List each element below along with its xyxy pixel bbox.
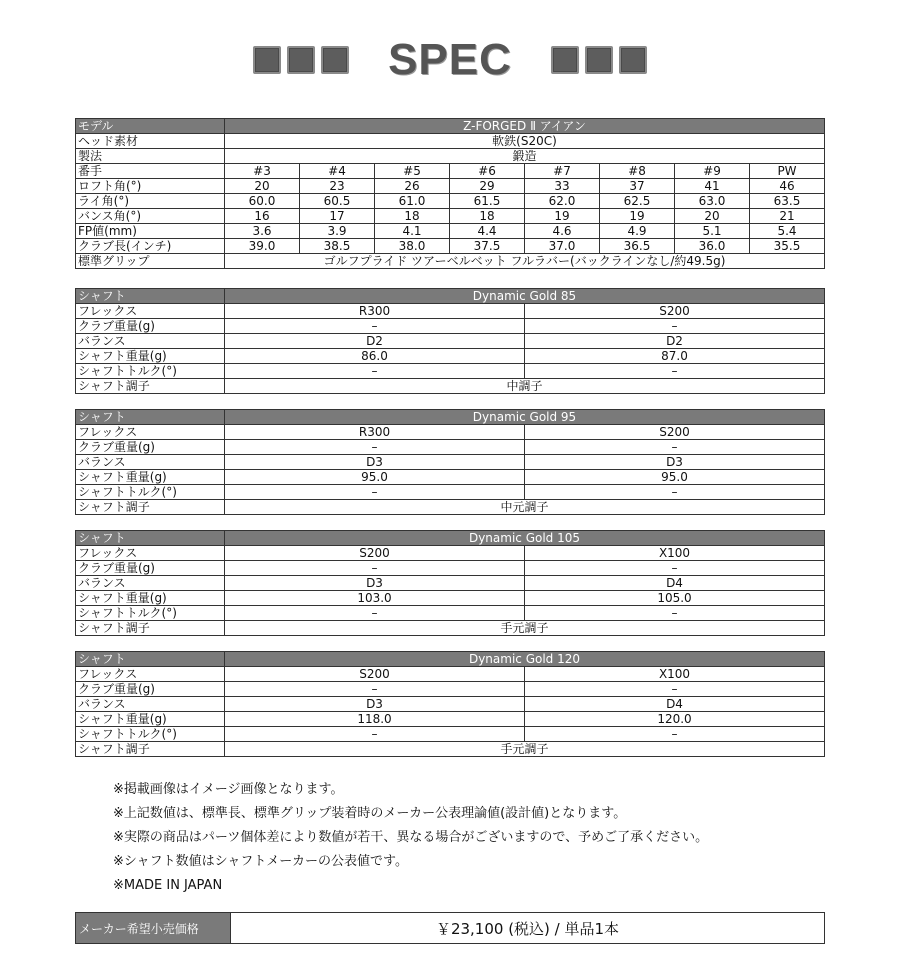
spec-cell: 38.5 xyxy=(300,239,375,254)
shaft-label: シャフト xyxy=(76,531,225,546)
spec-cell: 37.0 xyxy=(525,239,600,254)
row-label: バランス xyxy=(76,455,225,470)
spec-cell: 17 xyxy=(300,209,375,224)
table-row xyxy=(76,667,825,682)
spec-cell: X100 xyxy=(525,546,825,561)
row-label: フレックス xyxy=(76,425,225,440)
spec-cell: 62.0 xyxy=(525,194,600,209)
material-value: 軟鉄(S20C) xyxy=(225,134,825,149)
shaft-name: Dynamic Gold 85 xyxy=(225,289,825,304)
price-label: メーカー希望小売価格 xyxy=(76,913,231,944)
method-value: 鍛造 xyxy=(225,149,825,164)
spec-cell: 3.6 xyxy=(225,224,300,239)
grip-label: 標準グリップ xyxy=(76,254,225,269)
spec-cell: D4 xyxy=(525,697,825,712)
spec-cell: 61.5 xyxy=(450,194,525,209)
notes xyxy=(113,778,708,898)
spec-cell: 118.0 xyxy=(225,712,525,727)
shaft-label: シャフト xyxy=(76,289,225,304)
table-row xyxy=(76,621,825,636)
table-row xyxy=(76,149,825,164)
note-line: ※実際の商品はパーツ個体差により数値が若干、異なる場合がございますので、予めご了承ください。 xyxy=(113,830,709,845)
model-value: Z-FORGED Ⅱ アイアン xyxy=(225,119,825,134)
shaft-name: Dynamic Gold 120 xyxy=(225,652,825,667)
table-row xyxy=(76,531,825,546)
spec-cell: 41 xyxy=(675,179,750,194)
row-label: フレックス xyxy=(76,304,225,319)
table-row xyxy=(76,913,825,944)
spec-cell: – xyxy=(525,440,825,455)
table-row xyxy=(76,742,825,757)
decor-square-icon xyxy=(551,46,579,74)
row-label: バランス xyxy=(76,334,225,349)
table-row xyxy=(76,576,825,591)
spec-cell: 39.0 xyxy=(225,239,300,254)
spec-cell: – xyxy=(225,606,525,621)
spec-cell: 120.0 xyxy=(525,712,825,727)
spec-cell: X100 xyxy=(525,667,825,682)
number-cell: #8 xyxy=(600,164,675,179)
kick-value: 手元調子 xyxy=(225,621,825,636)
spec-cell: 37.5 xyxy=(450,239,525,254)
spec-title xyxy=(0,30,900,90)
spec-cell: 61.0 xyxy=(375,194,450,209)
row-label: クラブ重量(g) xyxy=(76,561,225,576)
row-label: フレックス xyxy=(76,546,225,561)
table-row xyxy=(76,334,825,349)
table-row xyxy=(76,119,825,134)
spec-cell: – xyxy=(225,440,525,455)
spec-cell: R300 xyxy=(225,304,525,319)
spec-cell: 5.4 xyxy=(750,224,825,239)
spec-cell: S200 xyxy=(225,546,525,561)
spec-cell: – xyxy=(225,364,525,379)
table-row xyxy=(76,164,825,179)
table-row xyxy=(76,546,825,561)
decor-square-icon xyxy=(287,46,315,74)
spec-cell: – xyxy=(525,485,825,500)
table-row xyxy=(76,591,825,606)
spec-cell: 60.0 xyxy=(225,194,300,209)
table-row xyxy=(76,304,825,319)
note-line: ※シャフト数値はシャフトメーカーの公表値です。 xyxy=(113,854,408,869)
table-row xyxy=(76,440,825,455)
spec-cell: 18 xyxy=(375,209,450,224)
model-label: モデル xyxy=(76,119,225,134)
row-label: クラブ重量(g) xyxy=(76,682,225,697)
spec-cell: 60.5 xyxy=(300,194,375,209)
spec-cell: S200 xyxy=(225,667,525,682)
spec-cell: 33 xyxy=(525,179,600,194)
spec-cell: – xyxy=(525,727,825,742)
number-label: 番手 xyxy=(76,164,225,179)
spec-cell: D3 xyxy=(525,455,825,470)
spec-cell: – xyxy=(225,682,525,697)
price-value: ￥23,100 (税込) / 単品1本 xyxy=(231,913,825,944)
spec-cell: 63.5 xyxy=(750,194,825,209)
spec-cell: – xyxy=(525,682,825,697)
table-row xyxy=(76,179,825,194)
decor-square-icon xyxy=(321,46,349,74)
row-label: フレックス xyxy=(76,667,225,682)
number-cell: PW xyxy=(750,164,825,179)
spec-cell: S200 xyxy=(525,304,825,319)
table-row xyxy=(76,209,825,224)
shaft-name: Dynamic Gold 95 xyxy=(225,410,825,425)
spec-cell: – xyxy=(525,606,825,621)
number-cell: #5 xyxy=(375,164,450,179)
row-label: クラブ重量(g) xyxy=(76,319,225,334)
number-cell: #7 xyxy=(525,164,600,179)
table-row xyxy=(76,289,825,304)
spec-cell: – xyxy=(225,727,525,742)
spec-cell: D4 xyxy=(525,576,825,591)
table-row xyxy=(76,561,825,576)
spec-cell: 5.1 xyxy=(675,224,750,239)
spec-cell: 36.0 xyxy=(675,239,750,254)
spec-cell: 19 xyxy=(600,209,675,224)
spec-cell: – xyxy=(525,319,825,334)
spec-cell: 95.0 xyxy=(525,470,825,485)
note-line: ※MADE IN JAPAN xyxy=(113,878,223,893)
spec-cell: 86.0 xyxy=(225,349,525,364)
spec-cell: D3 xyxy=(225,697,525,712)
row-label: バランス xyxy=(76,697,225,712)
spec-cell: 20 xyxy=(225,179,300,194)
table-row xyxy=(76,319,825,334)
row-label: ライ角(°) xyxy=(76,194,225,209)
spec-cell: 62.5 xyxy=(600,194,675,209)
note-line: ※掲載画像はイメージ画像となります。 xyxy=(113,782,344,797)
spec-cell: 35.5 xyxy=(750,239,825,254)
row-label: シャフト調子 xyxy=(76,500,225,515)
table-row xyxy=(76,697,825,712)
row-label: ロフト角(°) xyxy=(76,179,225,194)
table-row xyxy=(76,224,825,239)
spec-cell: 4.9 xyxy=(600,224,675,239)
number-cell: #3 xyxy=(225,164,300,179)
row-label: クラブ長(インチ) xyxy=(76,239,225,254)
spec-cell: 19 xyxy=(525,209,600,224)
row-label: バンス角(°) xyxy=(76,209,225,224)
kick-value: 中調子 xyxy=(225,379,825,394)
spec-cell: 38.0 xyxy=(375,239,450,254)
spec-cell: 29 xyxy=(450,179,525,194)
table-row xyxy=(76,470,825,485)
spec-cell: – xyxy=(525,561,825,576)
decor-square-icon xyxy=(585,46,613,74)
spec-cell: 23 xyxy=(300,179,375,194)
row-label: FP値(mm) xyxy=(76,224,225,239)
shaft-name: Dynamic Gold 105 xyxy=(225,531,825,546)
table-row xyxy=(76,134,825,149)
shaft-table-dg120 xyxy=(75,651,825,757)
spec-cell: 95.0 xyxy=(225,470,525,485)
table-row xyxy=(76,254,825,269)
table-row xyxy=(76,194,825,209)
kick-value: 中元調子 xyxy=(225,500,825,515)
spec-cell: – xyxy=(225,319,525,334)
kick-value: 手元調子 xyxy=(225,742,825,757)
row-label: シャフトトルク(°) xyxy=(76,485,225,500)
row-label: シャフトトルク(°) xyxy=(76,606,225,621)
row-label: シャフト重量(g) xyxy=(76,591,225,606)
spec-cell: D2 xyxy=(225,334,525,349)
row-label: シャフトトルク(°) xyxy=(76,364,225,379)
head-spec-table xyxy=(75,118,825,269)
spec-cell: R300 xyxy=(225,425,525,440)
table-row xyxy=(76,652,825,667)
row-label: シャフト調子 xyxy=(76,379,225,394)
table-row xyxy=(76,485,825,500)
table-row xyxy=(76,349,825,364)
spec-cell: 63.0 xyxy=(675,194,750,209)
spec-cell: D3 xyxy=(225,576,525,591)
spec-cell: S200 xyxy=(525,425,825,440)
number-cell: #9 xyxy=(675,164,750,179)
row-label: バランス xyxy=(76,576,225,591)
spec-cell: 16 xyxy=(225,209,300,224)
spec-cell: – xyxy=(525,364,825,379)
table-row xyxy=(76,500,825,515)
decor-square-icon xyxy=(253,46,281,74)
number-cell: #6 xyxy=(450,164,525,179)
number-cell: #4 xyxy=(300,164,375,179)
spec-cell: 4.6 xyxy=(525,224,600,239)
spec-cell: – xyxy=(225,485,525,500)
table-row xyxy=(76,379,825,394)
spec-cell: – xyxy=(225,561,525,576)
spec-cell: 26 xyxy=(375,179,450,194)
page-title: SPEC xyxy=(388,35,512,84)
table-row xyxy=(76,239,825,254)
spec-cell: 87.0 xyxy=(525,349,825,364)
row-label: クラブ重量(g) xyxy=(76,440,225,455)
grip-value: ゴルフプライド ツアーベルベット フルラバー(バックラインなし/約49.5g) xyxy=(225,254,825,269)
spec-cell: 4.1 xyxy=(375,224,450,239)
spec-cell: D2 xyxy=(525,334,825,349)
spec-cell: 46 xyxy=(750,179,825,194)
table-row xyxy=(76,455,825,470)
row-label: シャフト重量(g) xyxy=(76,349,225,364)
spec-cell: 3.9 xyxy=(300,224,375,239)
row-label: シャフト調子 xyxy=(76,742,225,757)
table-row xyxy=(76,606,825,621)
spec-cell: 18 xyxy=(450,209,525,224)
shaft-table-dg95 xyxy=(75,409,825,515)
spec-cell: 21 xyxy=(750,209,825,224)
note-line: ※上記数値は、標準長、標準グリップ装着時のメーカー公表理論値(設計値)となります。 xyxy=(113,806,627,821)
table-row xyxy=(76,410,825,425)
table-row xyxy=(76,727,825,742)
material-label: ヘッド素材 xyxy=(76,134,225,149)
spec-cell: 36.5 xyxy=(600,239,675,254)
spec-cell: 105.0 xyxy=(525,591,825,606)
shaft-label: シャフト xyxy=(76,410,225,425)
shaft-table-dg105 xyxy=(75,530,825,636)
spec-cell: 4.4 xyxy=(450,224,525,239)
row-label: シャフト重量(g) xyxy=(76,712,225,727)
table-row xyxy=(76,682,825,697)
table-row xyxy=(76,425,825,440)
shaft-table-dg85 xyxy=(75,288,825,394)
shaft-label: シャフト xyxy=(76,652,225,667)
row-label: シャフト調子 xyxy=(76,621,225,636)
table-row xyxy=(76,712,825,727)
spec-cell: D3 xyxy=(225,455,525,470)
spec-cell: 37 xyxy=(600,179,675,194)
row-label: シャフト重量(g) xyxy=(76,470,225,485)
spec-cell: 20 xyxy=(675,209,750,224)
price-table xyxy=(75,912,825,944)
decor-square-icon xyxy=(619,46,647,74)
row-label: シャフトトルク(°) xyxy=(76,727,225,742)
spec-cell: 103.0 xyxy=(225,591,525,606)
method-label: 製法 xyxy=(76,149,225,164)
table-row xyxy=(76,364,825,379)
